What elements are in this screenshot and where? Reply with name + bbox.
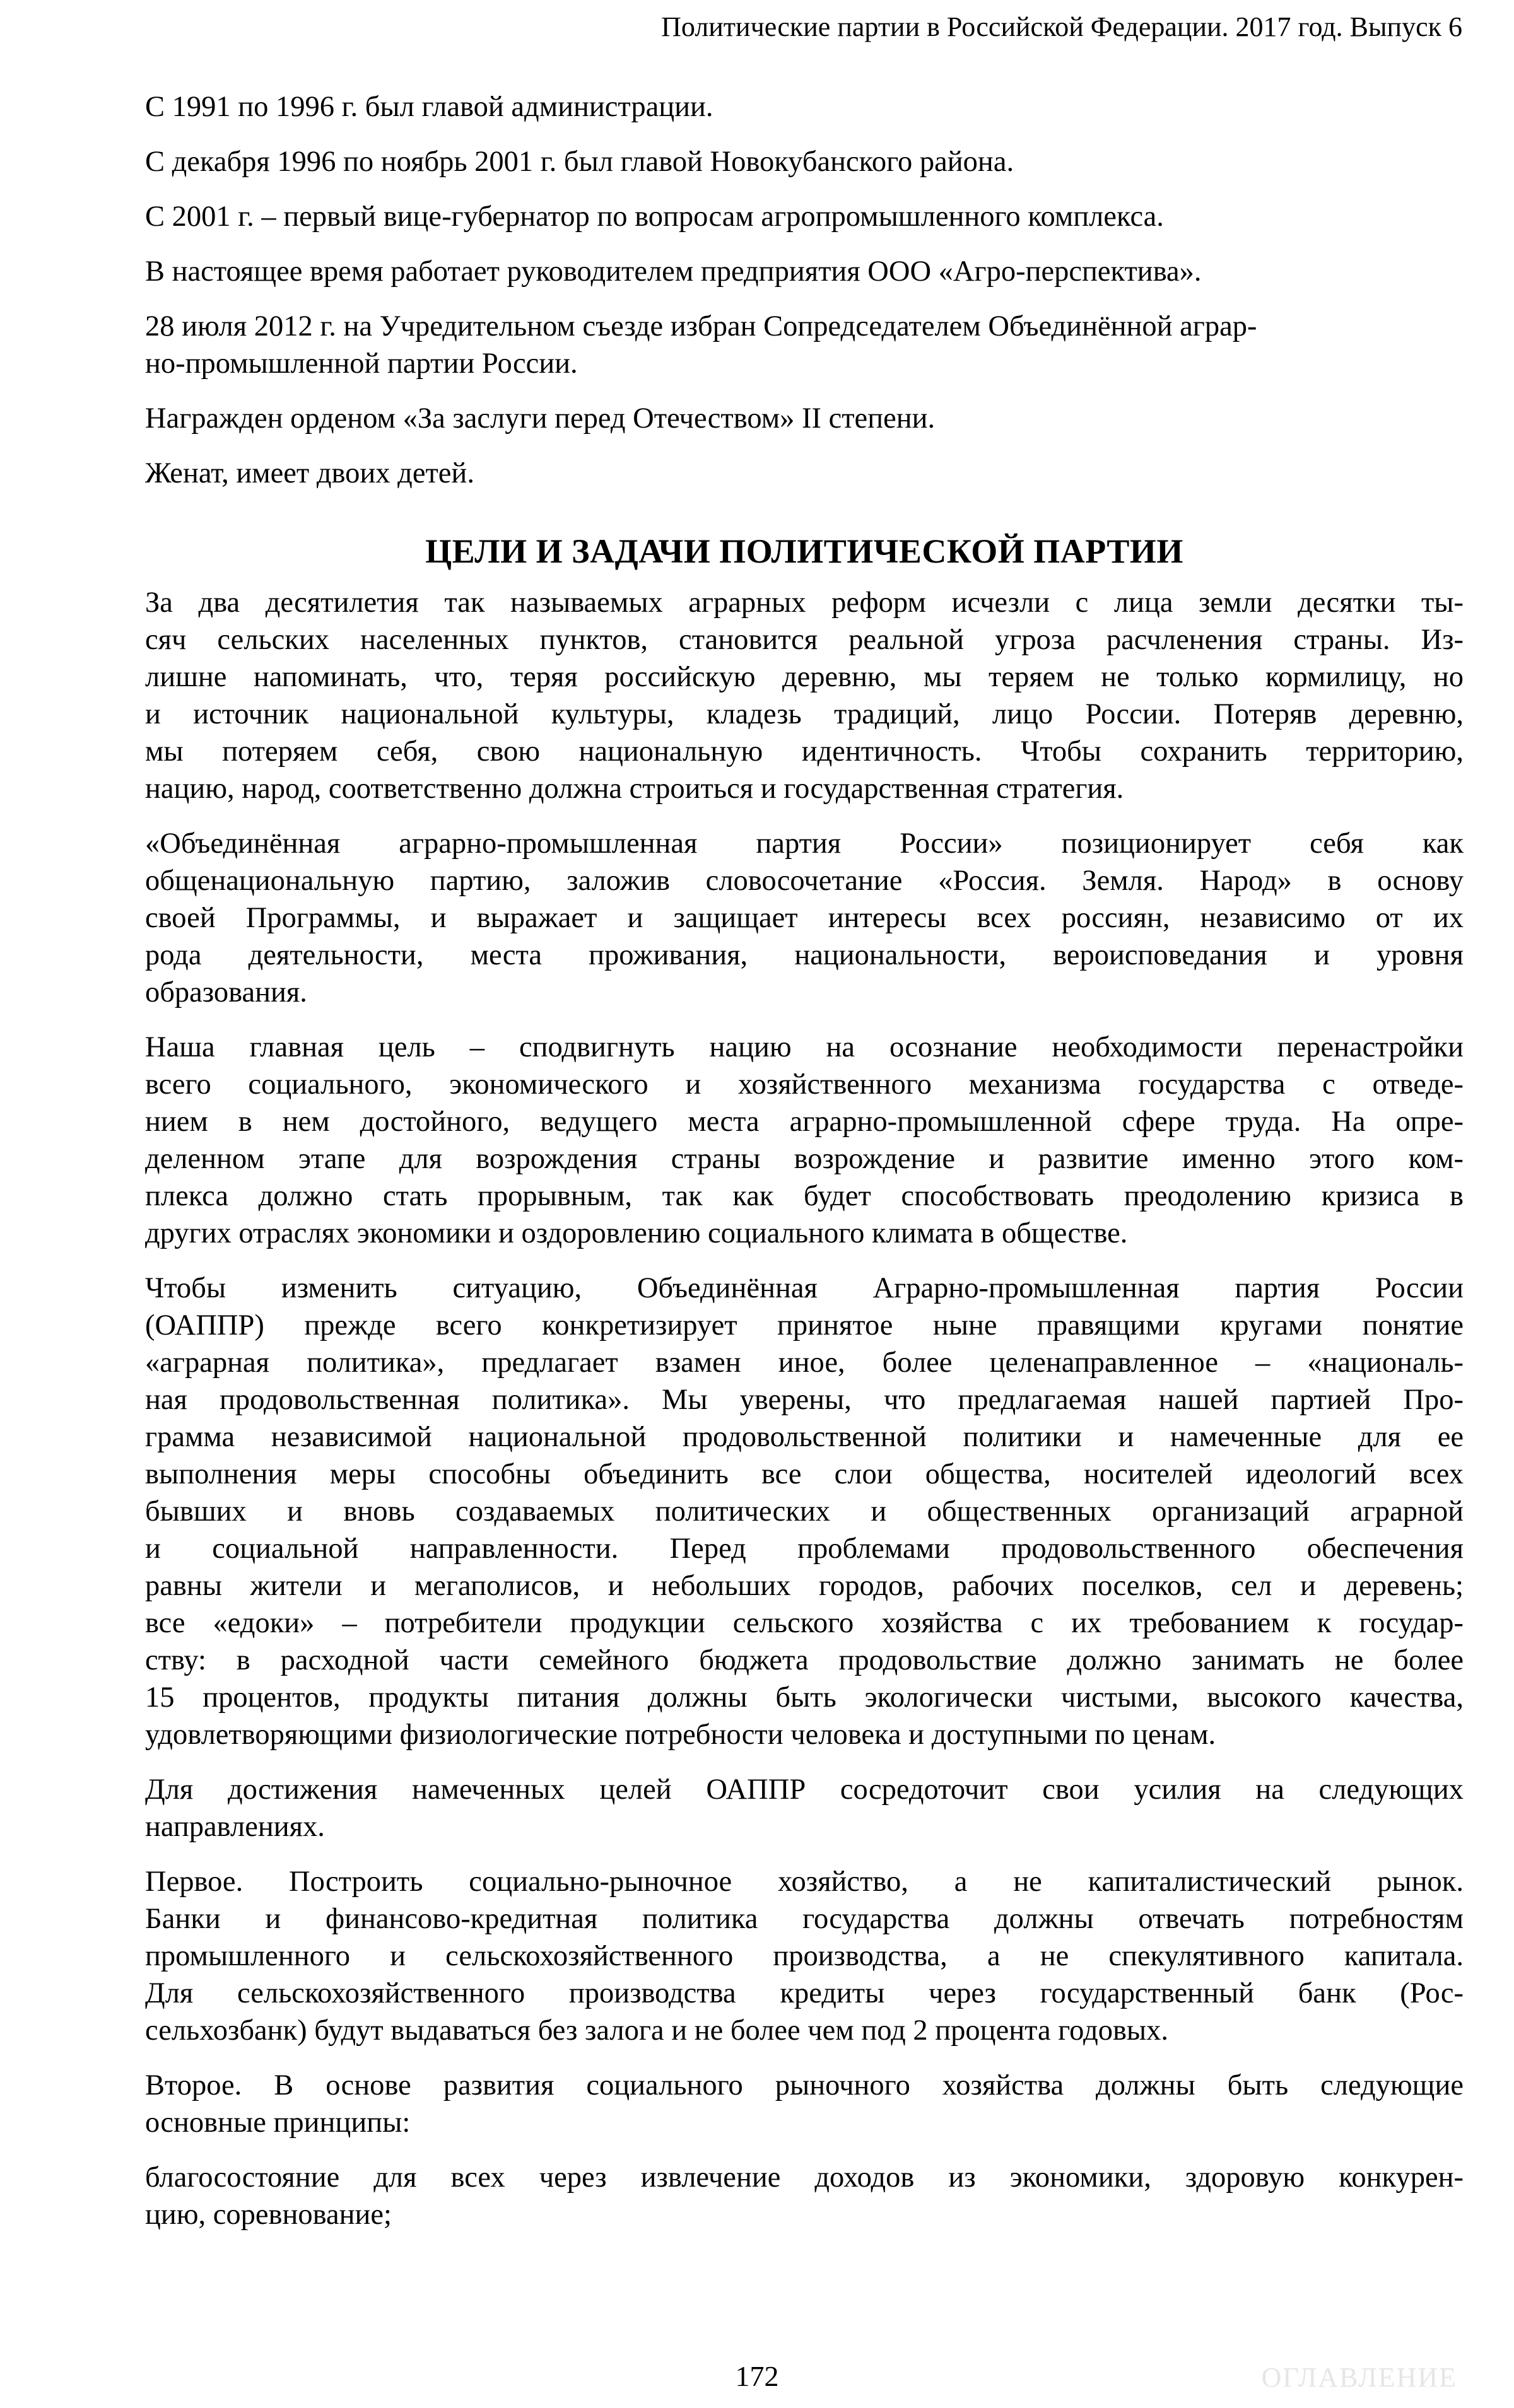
text-line: других отраслях экономики и оздоровлению социального климата в обществе. xyxy=(145,1217,1128,1249)
text-line: образования. xyxy=(145,976,307,1008)
biography-line xyxy=(145,455,1464,492)
text-line: мы потеряем себя, свою национальную идентичность. Чтобы сохранить территорию, xyxy=(145,735,1464,768)
paragraph xyxy=(145,584,1464,807)
text-line: и источник национальной культуры, кладезь традиций, лицо России. Потеряв деревню, xyxy=(145,698,1464,730)
text-line: своей Программы, и выражает и защищает интересы всех россиян, независимо от их xyxy=(145,902,1464,934)
paragraph xyxy=(145,1771,1464,1845)
table-of-contents-link[interactable]: ОГЛАВЛЕНИЕ xyxy=(1261,2362,1457,2393)
text-line: Для достижения намеченных целей ОАППР сосредоточит свои усилия на следующих xyxy=(145,1774,1464,1806)
text-line: плекса должно стать прорывным, так как будет способствовать преодолению кризиса в xyxy=(145,1180,1464,1212)
paragraph xyxy=(145,825,1464,1011)
text-line: деленном этапе для возрождения страны возрождение и развитие именно этого ком- xyxy=(145,1143,1464,1175)
text-line: «Объединённая аграрно-промышленная партия России» позиционирует себя как xyxy=(145,827,1464,860)
text-line: Банки и финансово-кредитная политика государства должны отвечать потребностям xyxy=(145,1903,1464,1935)
text-line: основные принципы: xyxy=(145,2107,411,2139)
text-line: За два десятилетия так называемых аграрных реформ исчезли с лица земли десятки ты- xyxy=(145,587,1464,619)
text-line: направлениях. xyxy=(145,1811,325,1843)
biography-section xyxy=(145,88,1464,492)
text-line: грамма независимой национальной продовольственной политики и намеченные для ее xyxy=(145,1421,1464,1453)
text-line: 15 процентов, продукты питания должны быть экологически чистыми, высокого качества, xyxy=(145,1681,1464,1714)
text-line: Для сельскохозяйственного производства кредиты через государственный банк (Рос- xyxy=(145,1977,1464,2009)
text-line: лишне напоминать, что, теряя российскую деревню, мы теряем не только кормилицу, но xyxy=(145,661,1464,693)
page-number: 172 xyxy=(735,2360,779,2392)
paragraph xyxy=(145,1863,1464,2049)
text-line: равны жители и мегаполисов, и небольших городов, рабочих поселков, сел и деревень; xyxy=(145,1570,1464,1602)
paragraph xyxy=(145,1029,1464,1252)
text-line: бывших и вновь создаваемых политических и общественных организаций аграрной xyxy=(145,1495,1464,1528)
text-line: Второе. В основе развития социального рыночного хозяйства должны быть следующие xyxy=(145,2069,1464,2101)
text-line: ству: в расходной части семейного бюджета продовольствие должно занимать не более xyxy=(145,1644,1464,1676)
text-line: сяч сельских населенных пунктов, становится реальной угроза расчленения страны. Из- xyxy=(145,624,1464,656)
text-line: Женат, имеет двоих детей. xyxy=(145,457,474,489)
paragraph xyxy=(145,2159,1464,2233)
text-line: Наша главная цель – сподвигнуть нацию на осознание необходимости перенастройки xyxy=(145,1031,1464,1063)
goals-section xyxy=(145,584,1464,2233)
text-line: всего социального, экономического и хозяйственного механизма государства с отведе- xyxy=(145,1068,1464,1101)
text-line: В настоящее время работает руководителем предприятия ООО «Агро-перспектива». xyxy=(145,255,1202,288)
text-line: Награжден орденом «За заслуги перед Отечеством» II степени. xyxy=(145,402,936,435)
paragraph xyxy=(145,1270,1464,1753)
text-line: Чтобы изменить ситуацию, Объединённая Аграрно-промышленная партия России xyxy=(145,1272,1464,1304)
text-line: удовлетворяющими физиологические потребности человека и доступными по ценам. xyxy=(145,1719,1216,1751)
text-line: все «едоки» – потребители продукции сельского хозяйства с их требованием к государ- xyxy=(145,1607,1464,1639)
section-title: ЦЕЛИ И ЗАДАЧИ ПОЛИТИЧЕСКОЙ ПАРТИИ xyxy=(425,532,1183,570)
text-line: промышленного и сельскохозяйственного производства, а не спекулятивного капитала. xyxy=(145,1940,1464,1972)
text-line: ная продовольственная политика». Мы уверены, что предлагаемая нашей партией Про- xyxy=(145,1384,1464,1416)
text-line: и социальной направленности. Перед проблемами продовольственного обеспечения xyxy=(145,1533,1464,1565)
text-line: 28 июля 2012 г. на Учредительном съезде избран Сопредседателем Объединённой аграр- xyxy=(145,310,1257,342)
text-line: но-промышленной партии России. xyxy=(145,348,578,380)
text-line: сельхозбанк) будут выдаваться без залога и не более чем под 2 процента годовых. xyxy=(145,2014,1169,2047)
text-line: С декабря 1996 по ноябрь 2001 г. был главой Новокубанского района. xyxy=(145,146,1014,178)
biography-line xyxy=(145,143,1464,180)
biography-line xyxy=(145,400,1464,437)
page-body xyxy=(145,88,1464,2251)
text-line: (ОАППР) прежде всего конкретизирует принятое ныне правящими кругами понятие xyxy=(145,1309,1464,1341)
biography-line xyxy=(145,88,1464,126)
running-header: Политические партии в Российской Федерации. 2017 год. Выпуск 6 xyxy=(661,11,1462,42)
text-line: общенациональную партию, заложив словосочетание «Россия. Земля. Народ» в основу xyxy=(145,865,1464,897)
text-line: С 1991 по 1996 г. был главой администрации. xyxy=(145,91,713,123)
text-line: выполнения меры способны объединить все слои общества, носителей идеологий всех xyxy=(145,1458,1464,1490)
text-line: «аграрная политика», предлагает взамен иное, более целенаправленное – «националь- xyxy=(145,1347,1464,1379)
biography-line xyxy=(145,308,1464,382)
text-line: нием в нем достойного, ведущего места аграрно-промышленной сфере труда. На опре- xyxy=(145,1106,1464,1138)
text-line: рода деятельности, места проживания, национальности, вероисповедания и уровня xyxy=(145,939,1464,971)
text-line: нацию, народ, соответственно должна строиться и государственная стратегия. xyxy=(145,773,1124,805)
text-line: С 2001 г. – первый вице-губернатор по вопросам агропромышленного комплекса. xyxy=(145,201,1164,233)
biography-line xyxy=(145,253,1464,290)
paragraph xyxy=(145,2067,1464,2141)
text-line: благосостояние для всех через извлечение доходов из экономики, здоровую конкурен- xyxy=(145,2161,1464,2194)
text-line: цию, соревнование; xyxy=(145,2199,392,2231)
text-line: Первое. Построить социально-рыночное хозяйство, а не капиталистический рынок. xyxy=(145,1866,1464,1898)
biography-line xyxy=(145,198,1464,235)
